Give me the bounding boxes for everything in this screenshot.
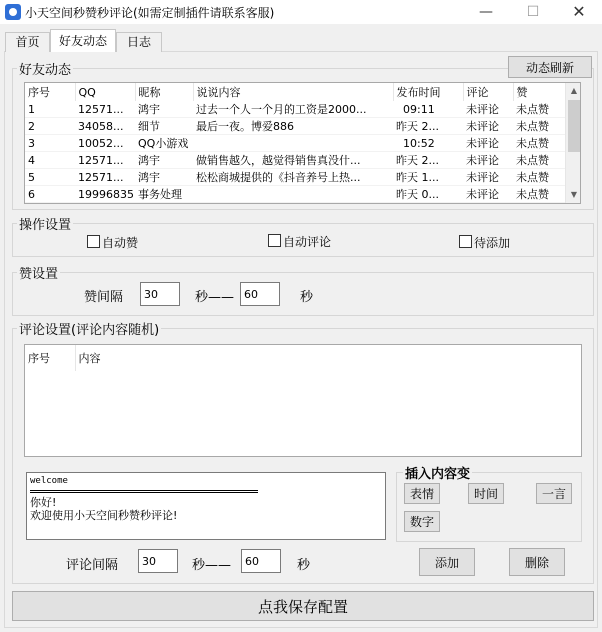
comment-col-content[interactable]: 内容 [75, 345, 581, 371]
editor-divider [30, 490, 258, 491]
editor-divider [30, 492, 258, 493]
like-interval-from-input[interactable] [140, 282, 180, 306]
table-row[interactable] [25, 118, 566, 135]
cell-index: 2 [25, 118, 75, 135]
like-interval-label: 赞间隔 [84, 290, 124, 305]
table-row[interactable] [25, 101, 566, 118]
insert-number-button[interactable]: 数字 [404, 511, 440, 532]
auto-comment-label[interactable]: 自动评论 [283, 235, 332, 249]
cell-nickname: 事务处理 [135, 186, 193, 203]
cell-index: 6 [25, 186, 75, 203]
table-row[interactable] [25, 135, 566, 152]
title-bar [0, 0, 602, 24]
cell-comment-status: 未评论 [463, 186, 513, 203]
tab-log[interactable]: 日志 [116, 32, 162, 52]
comment-col-index[interactable]: 序号 [25, 345, 75, 371]
cell-time: 09:11 [393, 101, 463, 118]
cell-content: 松松商城提供的《抖音养号上热... [193, 169, 393, 186]
cell-time: 昨天 1... [393, 169, 463, 186]
cell-time: 昨天 0... [393, 186, 463, 203]
editor-hello-line: 你好! [30, 496, 57, 509]
editor-body-line: 欢迎使用小天空间秒赞秒评论! [30, 509, 178, 522]
tab-home[interactable]: 首页 [5, 32, 50, 52]
cell-content: 做销售越久，越觉得销售真没什... [193, 152, 393, 169]
cell-like-status: 未点赞 [513, 118, 566, 135]
feed-header-row [25, 83, 566, 101]
add-comment-button[interactable]: 添加 [419, 548, 475, 576]
cell-like-status: 未点赞 [513, 101, 566, 118]
auto-like-checkbox[interactable] [87, 235, 100, 248]
cell-time: 10:52 [393, 135, 463, 152]
cell-nickname: 鸿宇 [135, 152, 193, 169]
comment-header-row [25, 345, 581, 371]
save-config-button[interactable]: 点我保存配置 [12, 591, 594, 621]
maximize-icon[interactable]: ☐ [526, 4, 540, 20]
comment-sec-dash-label: 秒—— [192, 558, 232, 573]
scroll-thumb[interactable] [568, 100, 580, 152]
scroll-down-icon[interactable]: ▼ [570, 190, 578, 199]
cell-time: 昨天 2... [393, 118, 463, 135]
minimize-icon[interactable]: — [479, 4, 493, 20]
cell-nickname: 鸿宇 [135, 101, 193, 118]
like-settings-group-label: 赞设置 [17, 263, 60, 282]
window-title: 小天空间秒赞秒评论(如需定制插件请联系客服) [25, 6, 275, 20]
cell-comment-status: 未评论 [463, 101, 513, 118]
cell-qq: 12571... [75, 169, 135, 186]
cell-index: 4 [25, 152, 75, 169]
cell-time: 昨天 2... [393, 152, 463, 169]
cell-qq: 12571... [75, 152, 135, 169]
insert-quote-button[interactable]: 一言 [536, 483, 572, 504]
col-qq[interactable]: QQ [75, 83, 135, 101]
cell-content [193, 135, 393, 152]
cell-content [193, 186, 393, 203]
table-row[interactable] [25, 152, 566, 169]
cell-content: 过去一个人一个月的工资是2000... [193, 101, 393, 118]
cell-like-status: 未点赞 [513, 135, 566, 152]
delete-comment-button[interactable]: 删除 [509, 548, 565, 576]
comment-editor[interactable] [26, 472, 386, 540]
like-sec-label: 秒 [300, 290, 314, 305]
like-interval-to-input[interactable] [240, 282, 280, 306]
comment-interval-label: 评论间隔 [66, 558, 119, 573]
table-row[interactable] [25, 186, 566, 203]
friend-feed-table [24, 82, 581, 204]
comment-interval-from-input[interactable] [138, 549, 178, 573]
cell-like-status: 未点赞 [513, 186, 566, 203]
cell-like-status: 未点赞 [513, 169, 566, 186]
cell-qq: 10052... [75, 135, 135, 152]
feed-scrollbar[interactable] [565, 83, 581, 203]
cell-comment-status: 未评论 [463, 135, 513, 152]
app-icon [5, 4, 21, 20]
friend-feed-group-label: 好友动态 [17, 59, 73, 78]
cell-nickname: 细节 [135, 118, 193, 135]
col-comment[interactable]: 评论 [463, 83, 513, 101]
operation-group-label: 操作设置 [17, 214, 73, 233]
cell-nickname: QQ小游戏 [135, 135, 193, 152]
cell-qq: 34058... [75, 118, 135, 135]
auto-comment-checkbox[interactable] [268, 234, 281, 247]
like-sec-dash-label: 秒—— [195, 290, 235, 305]
cell-index: 1 [25, 101, 75, 118]
refresh-feed-button[interactable]: 动态刷新 [508, 56, 592, 78]
cell-comment-status: 未评论 [463, 169, 513, 186]
col-like[interactable]: 赞 [513, 83, 566, 101]
comment-list-table [24, 344, 582, 457]
pending-add-checkbox[interactable] [459, 235, 472, 248]
col-index[interactable]: 序号 [25, 83, 75, 101]
insert-content-group-label: 插入内容变 [403, 463, 472, 482]
auto-like-label[interactable]: 自动赞 [102, 236, 139, 250]
close-icon[interactable]: ✕ [572, 2, 586, 21]
editor-welcome-line: welcome [30, 476, 68, 486]
cell-like-status: 未点赞 [513, 152, 566, 169]
cell-comment-status: 未评论 [463, 118, 513, 135]
pending-add-label[interactable]: 待添加 [474, 236, 511, 250]
col-content[interactable]: 说说内容 [193, 83, 393, 101]
scroll-up-icon[interactable]: ▲ [570, 86, 578, 95]
cell-content: 最后一夜。博爱886 [193, 118, 393, 135]
cell-index: 3 [25, 135, 75, 152]
cell-index: 5 [25, 169, 75, 186]
col-time[interactable]: 发布时间 [393, 83, 463, 101]
cell-nickname: 鸿宇 [135, 169, 193, 186]
table-row[interactable] [25, 169, 566, 186]
cell-qq: 12571... [75, 101, 135, 118]
comment-sec-label: 秒 [297, 558, 311, 573]
insert-time-button[interactable]: 时间 [468, 483, 504, 504]
col-nickname[interactable]: 昵称 [135, 83, 193, 101]
tab-friend-feed[interactable]: 好友动态 [50, 29, 116, 52]
comment-settings-group-label: 评论设置(评论内容随机) [17, 319, 161, 338]
comment-interval-to-input[interactable] [241, 549, 281, 573]
insert-emoji-button[interactable]: 表情 [404, 483, 440, 504]
cell-comment-status: 未评论 [463, 152, 513, 169]
cell-qq: 19996835 [75, 186, 135, 203]
